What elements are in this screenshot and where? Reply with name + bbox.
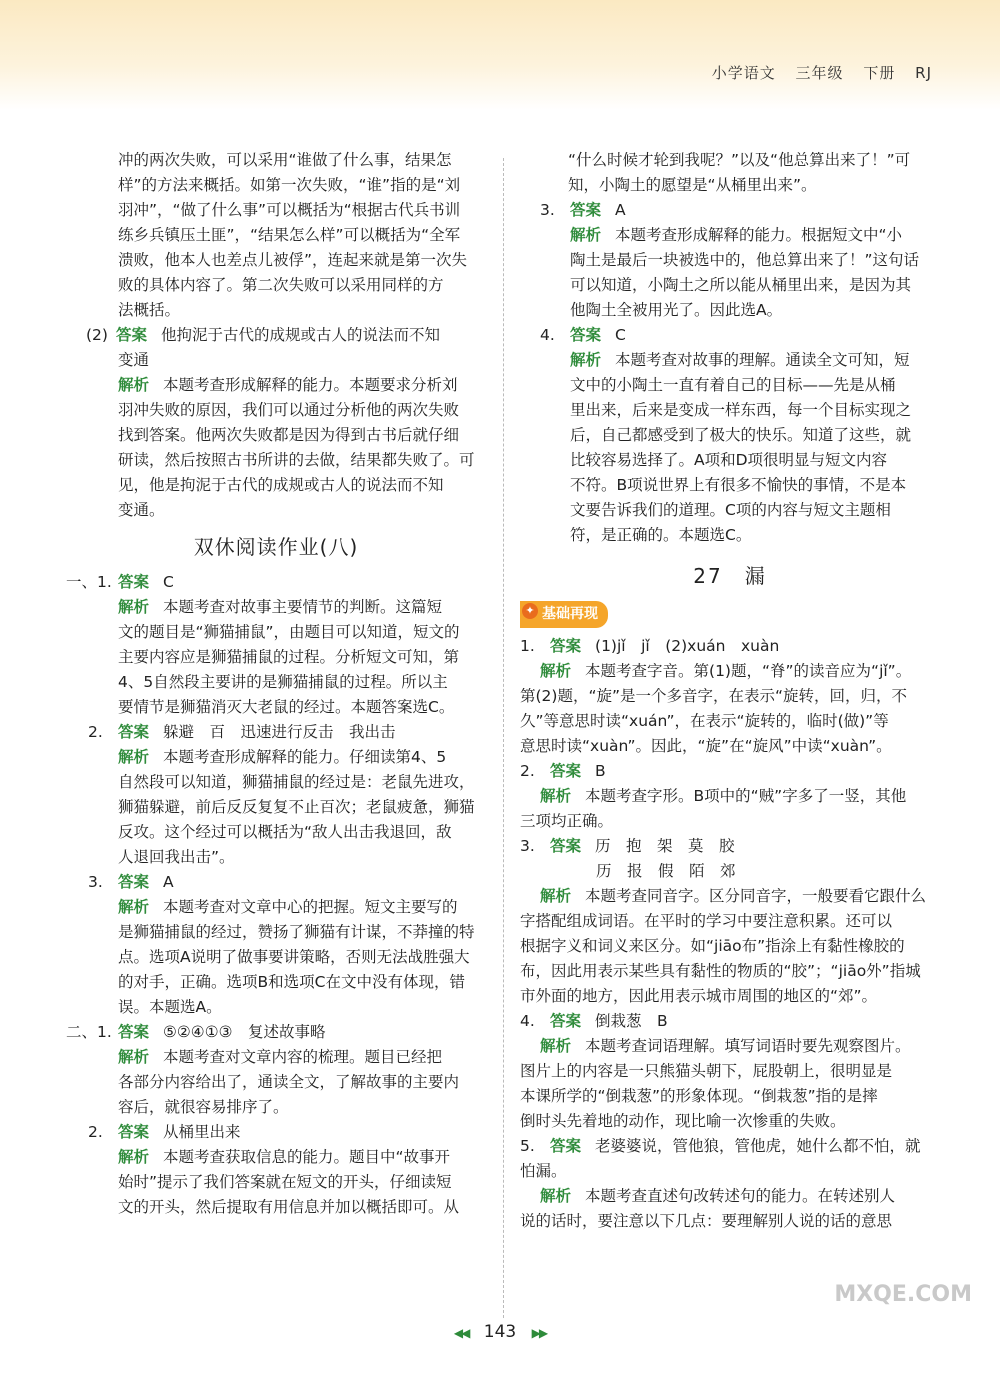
- right-column: [520, 148, 940, 1234]
- answer-text: 怕漏。: [520, 1162, 567, 1180]
- text-line: 法概括。: [118, 301, 181, 319]
- analysis-text: 本题考查形成解释的能力。根据短文中“小: [615, 226, 903, 244]
- section-title: 双休阅读作业(八): [193, 535, 359, 559]
- analysis-label: 解析: [118, 748, 150, 766]
- answer-label: 答案: [550, 1012, 582, 1030]
- analysis-text: 自然段可以知道，狮猫捕鼠的经过是：老鼠先进攻，: [118, 773, 475, 791]
- analysis-label: 解析: [118, 1048, 150, 1066]
- answer-text: C: [615, 326, 626, 344]
- page-header: [698, 62, 932, 83]
- analysis-text: 字搭配组成词语。在平时的学习中要注意积累。还可以: [520, 912, 893, 930]
- page-footer: [0, 1322, 1000, 1342]
- analysis-text: 说的话时，要注意以下几点：要理解别人说的话的意思: [520, 1212, 893, 1230]
- analysis-text: 是狮猫捕鼠的经过，赞扬了狮猫有计谋，不莽撞的特: [118, 923, 475, 941]
- answer-label: 答案: [570, 326, 602, 344]
- question-number: 一、1.: [66, 573, 112, 591]
- analysis-text: 文中的小陶土一直有着自己的目标——先是从桶: [570, 376, 896, 394]
- analysis-text: 要情节是狮猫消灭大老鼠的经过。本题答案选C。: [118, 698, 455, 716]
- question-item: [520, 323, 940, 548]
- question-number: (2): [86, 326, 108, 344]
- text-line: 练乡兵镇压土匪”，“结果怎么样”可以概括为“全军: [118, 226, 461, 244]
- analysis-text: 后，自己都感受到了极大的快乐。知道了这些，就: [570, 426, 912, 444]
- analysis-label: 解析: [540, 787, 572, 805]
- analysis-text: 本课所学的“倒栽葱”的形象体现。“倒栽葱”指的是摔: [520, 1087, 878, 1105]
- analysis-text: 反攻。这个经过可以概括为“敌人出击我退回，敌: [118, 823, 452, 841]
- question-number: 4.: [540, 326, 555, 344]
- analysis-text: 文的开头，然后提取有用信息并加以概括即可。从: [118, 1198, 460, 1216]
- analysis-label: 解析: [570, 226, 602, 244]
- answer-label: 答案: [550, 762, 582, 780]
- text-line: 羽冲”，“做了什么事”可以概括为“根据古代兵书训: [118, 201, 461, 219]
- text-line: “什么时候才轮到我呢？”以及“他总算出来了！”可: [568, 151, 911, 169]
- analysis-text: 倒时头先着地的动作，现比喻一次惨重的失败。: [520, 1112, 846, 1130]
- analysis-label: 解析: [540, 1187, 572, 1205]
- analysis-text: 本题考查字形。B项中的“贼”字多了一竖，其他: [585, 787, 907, 805]
- answer-text: (1)jǐ jǐ (2)xuán xuàn: [595, 637, 780, 655]
- analysis-text: 4、5自然段主要讲的是狮猫捕鼠的过程。所以主: [118, 673, 448, 691]
- analysis-label: 解析: [118, 376, 150, 394]
- analysis-text: 各部分内容给出了，通读全文，了解故事的主要内: [118, 1073, 460, 1091]
- analysis-text: 意思时读“xuàn”。因此，“旋”在“旋风”中读“xuàn”。: [520, 737, 892, 755]
- analysis-label: 解析: [118, 1148, 150, 1166]
- analysis-text: 本题考查对故事主要情节的判断。这篇短: [163, 598, 443, 616]
- analysis-text: 见，他是拘泥于古代的成规或古人的说法而不知: [118, 476, 444, 494]
- answer-text: 从桶里出来: [163, 1123, 241, 1141]
- question-number: 2.: [88, 723, 103, 741]
- watermark: MXQE.COM: [834, 1282, 972, 1307]
- text-line: 冲的两次失败，可以采用“谁做了什么事，结果怎: [118, 151, 452, 169]
- header-edition: RJ: [915, 64, 932, 82]
- question-number: 3.: [540, 201, 555, 219]
- text-line: 样”的方法来概括。如第一次失败，“谁”指的是“刘: [118, 176, 461, 194]
- analysis-text: 根据字义和词义来区分。如“jiāo布”指涂上有黏性橡胶的: [520, 937, 905, 955]
- analysis-text: 找到答案。他两次失败都是因为得到古书后就仔细: [118, 426, 460, 444]
- analysis-text: 本题考查同音字。区分同音字，一般要看它跟什么: [585, 887, 927, 905]
- header-band: [0, 0, 1000, 110]
- analysis-text: 不符。B项说世界上有很多不愉快的事情，不是本: [570, 476, 907, 494]
- analysis-text: 点。选项A说明了做事要讲策略，否则无法战胜强大: [118, 948, 470, 966]
- question-item: [66, 323, 486, 523]
- header-subject: 小学语文: [711, 64, 776, 82]
- question-number: 二、1.: [66, 1023, 112, 1041]
- analysis-text: 始时”提示了我们答案就在短文的开头，仔细读短: [118, 1173, 452, 1191]
- analysis-text: 本题考查形成解释的能力。仔细读第4、5: [163, 748, 447, 766]
- question-item: [520, 634, 940, 759]
- sparkle-icon: ✦: [522, 603, 538, 619]
- analysis-text: 文的题目是“狮猫捕鼠”，由题目可以知道，短文的: [118, 623, 460, 641]
- analysis-text: 本题考查获取信息的能力。题目中“故事开: [163, 1148, 451, 1166]
- analysis-text: 图片上的内容是一只熊猫头朝下，屁股朝上，很明显是: [520, 1062, 893, 1080]
- analysis-label: 解析: [540, 887, 572, 905]
- answer-label: 答案: [116, 326, 148, 344]
- analysis-text: 符，是正确的。本题选C。: [570, 526, 752, 544]
- analysis-text: 陶土是最后一块被选中的，他总算出来了！”这句话: [570, 251, 920, 269]
- answer-label: 答案: [118, 873, 150, 891]
- analysis-label: 解析: [540, 1037, 572, 1055]
- answer-text: A: [163, 873, 174, 891]
- analysis-text: 文要告诉我们的道理。C项的内容与短文主题相: [570, 501, 891, 519]
- answer-text: 躲避 百 迅速进行反击 我出击: [163, 723, 396, 741]
- question-number: 5.: [520, 1137, 535, 1155]
- answer-text: 变通: [118, 351, 150, 369]
- analysis-text: 本题考查字音。第(1)题，“脊”的读音应为“jǐ”。: [585, 662, 912, 680]
- answer-text: A: [615, 201, 626, 219]
- question-item: [520, 759, 940, 834]
- section-banner: [520, 599, 940, 634]
- answer-text: 倒栽葱 B: [595, 1012, 668, 1030]
- analysis-text: 久”等意思时读“xuán”，在表示“旋转的，临时(做)”等: [520, 712, 889, 730]
- text-line: 知，小陶土的愿望是“从桶里出来”。: [568, 176, 817, 194]
- answer-label: 答案: [550, 837, 582, 855]
- analysis-text: 羽冲失败的原因，我们可以通过分析他的两次失败: [118, 401, 460, 419]
- answer-text: 他拘泥于古代的成规或古人的说法而不知: [161, 326, 441, 344]
- question-number: 2.: [520, 762, 535, 780]
- header-volume: 下册: [863, 64, 896, 82]
- prev-arrows-icon: ◀◀: [453, 1326, 469, 1340]
- analysis-text: 主要内容应是狮猫捕鼠的过程。分析短文可知，第: [118, 648, 460, 666]
- analysis-text: 本题考查对故事的理解。通读全文可知，短: [615, 351, 910, 369]
- left-column: [66, 148, 486, 1220]
- analysis-label: 解析: [540, 662, 572, 680]
- analysis-label: 解析: [570, 351, 602, 369]
- answer-label: 答案: [118, 723, 150, 741]
- next-arrows-icon: ▶▶: [531, 1326, 547, 1340]
- answer-label: 答案: [550, 1137, 582, 1155]
- answer-text: C: [163, 573, 174, 591]
- analysis-text: 本题考查词语理解。填写词语时要先观察图片。: [585, 1037, 911, 1055]
- analysis-text: 市外面的地方，因此用表示城市周围的地区的“郊”。: [520, 987, 878, 1005]
- analysis-label: 解析: [118, 898, 150, 916]
- analysis-text: 的对手，正确。选项B和选项C在文中没有体现，错: [118, 973, 465, 991]
- answer-text: 历 抱 架 莫 胶: [595, 837, 735, 855]
- analysis-text: 狮猫躲避，前后反反复复不止百次；老鼠疲惫，狮猫: [118, 798, 475, 816]
- question-item: [66, 1020, 486, 1120]
- question-number: 4.: [520, 1012, 535, 1030]
- left-continued-text: [66, 148, 486, 323]
- page-number: 143: [483, 1322, 517, 1342]
- question-item: [520, 834, 940, 1009]
- answer-label: 答案: [570, 201, 602, 219]
- banner-label: 基础再现: [542, 606, 598, 622]
- analysis-text: 研读，然后按照古书所讲的去做，结果都失败了。可: [118, 451, 475, 469]
- analysis-text: 容后，就很容易排序了。: [118, 1098, 289, 1116]
- analysis-text: 里出来，后来是变成一样东西，每一个目标实现之: [570, 401, 912, 419]
- answer-text: ⑤②④①③ 复述故事略: [163, 1023, 326, 1041]
- analysis-text: 本题考查直述句改转述句的能力。在转述别人: [585, 1187, 896, 1205]
- question-number: 2.: [88, 1123, 103, 1141]
- analysis-text: 本题考查形成解释的能力。本题要求分析刘: [163, 376, 458, 394]
- analysis-label: 解析: [118, 598, 150, 616]
- lesson-title: 27 漏: [693, 564, 767, 588]
- column-divider: [503, 158, 504, 1318]
- question-number: 1.: [520, 637, 535, 655]
- question-item: [520, 1134, 940, 1234]
- question-number: 3.: [88, 873, 103, 891]
- analysis-text: 布，因此用表示某些具有黏性的物质的“胶”；“jiāo外”指城: [520, 962, 921, 980]
- analysis-text: 三项均正确。: [520, 812, 614, 830]
- question-item: [66, 720, 486, 870]
- analysis-text: 他陶土全被用光了。因此选A。: [570, 301, 783, 319]
- analysis-text: 本题考查对文章内容的梳理。题目已经把: [163, 1048, 443, 1066]
- analysis-text: 误。本题选A。: [118, 998, 222, 1016]
- right-continued-text: [520, 148, 940, 198]
- question-item: [520, 1009, 940, 1134]
- question-item: [66, 870, 486, 1020]
- analysis-text: 变通。: [118, 501, 165, 519]
- answer-label: 答案: [118, 1023, 150, 1041]
- answer-text: 老婆婆说，管他狼，管他虎，她什么都不怕，就: [595, 1137, 921, 1155]
- question-item: [66, 570, 486, 720]
- analysis-text: 第(2)题，“旋”是一个多音字，在表示“旋转，回，归，不: [520, 687, 908, 705]
- answer-label: 答案: [550, 637, 582, 655]
- answer-text: B: [595, 762, 606, 780]
- answer-label: 答案: [118, 1123, 150, 1141]
- question-item: [520, 198, 940, 323]
- header-grade: 三年级: [795, 64, 844, 82]
- answer-label: 答案: [118, 573, 150, 591]
- analysis-text: 可以知道，小陶土之所以能从桶里出来，是因为其: [570, 276, 912, 294]
- analysis-text: 本题考查对文章中心的把握。短文主要写的: [163, 898, 458, 916]
- text-line: 败的具体内容了。第二次失败可以采用同样的方: [118, 276, 444, 294]
- question-number: 3.: [520, 837, 535, 855]
- answer-text: 历 报 假 陌 郊: [596, 862, 736, 880]
- question-item: [66, 1120, 486, 1220]
- text-line: 溃败，他本人也差点儿被俘”，连起来就是第一次失: [118, 251, 468, 269]
- analysis-text: 人退回我出击”。: [118, 848, 235, 866]
- analysis-text: 比较容易选择了。A项和D项很明显与短文内容: [570, 451, 888, 469]
